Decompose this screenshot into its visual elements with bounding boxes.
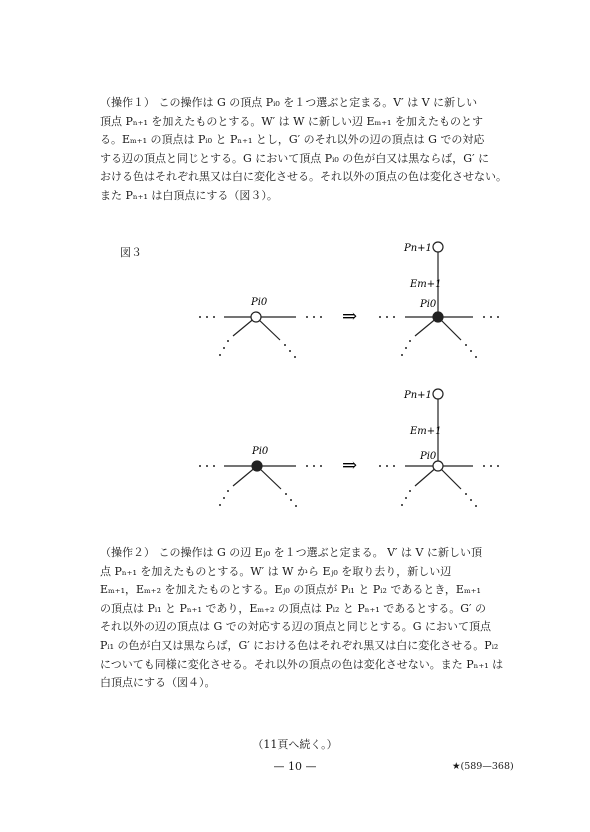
label-p-i0: Pi0 xyxy=(420,451,437,462)
text-line: Pᵢ₁ の色が白又は黒ならば，G′ における色はそれぞれ黒又は白に変化させる。Pᵢ₂ xyxy=(100,638,499,652)
text-line: る。Eₘ₊₁ の頂点は Pᵢ₀ と Pₙ₊₁ とし，G′ のそれ以外の辺の頂点は G での対応 xyxy=(100,133,485,147)
label-p-n1: Pn+1 xyxy=(404,390,432,401)
vertex-white xyxy=(433,461,443,471)
vertex-black xyxy=(252,461,262,471)
label-e-m1: Em+1 xyxy=(410,279,442,290)
text-line: （操作２） この操作は G の辺 Eⱼ₀ を１つ選ぶと定まる。 V′ は V に新しい頂 xyxy=(100,546,482,559)
text-line: それ以外の辺の頂点は G での対応する辺の頂点と同じとする。G において頂点 xyxy=(100,620,492,634)
operation2-text xyxy=(100,544,520,693)
text-line: 点 Pₙ₊₁ を加えたものとする。W′ は W から Eⱼ₀ を取り去り，新しい辺 xyxy=(100,564,452,578)
text-line: おける色はそれぞれ黒又は白に変化させる。それ以外の頂点の色は変化させない。 xyxy=(100,170,507,184)
text-line: の頂点は Pᵢ₁ と Pₙ₊₁ であり，Eₘ₊₂ の頂点は Pᵢ₂ と Pₙ₊₁ であるとする。G′ の xyxy=(100,601,487,615)
arrow-icon: ⇒ xyxy=(342,455,358,476)
label-p-i0: Pi0 xyxy=(420,299,437,310)
dots-left-bottom xyxy=(199,465,322,507)
vertex-white xyxy=(433,389,443,399)
text-line: する辺の頂点と同じとする。G において頂点 Pᵢ₀ の色が白又は黒ならば，G′ に xyxy=(100,151,490,165)
figure3-label: 図３ xyxy=(120,246,142,259)
continuation-note: （11頁へ続く。） xyxy=(252,738,338,751)
vertex-black xyxy=(433,312,443,322)
page-number: — 10 — xyxy=(273,760,317,773)
label-p-i0: Pi0 xyxy=(251,297,268,308)
label-p-n1: Pn+1 xyxy=(404,243,432,254)
label-e-m1: Em+1 xyxy=(410,426,442,437)
document-code: ★(589—368) xyxy=(452,761,514,772)
vertex-white xyxy=(433,242,443,252)
arrow-icon: ⇒ xyxy=(342,306,358,327)
vertex-white xyxy=(251,312,261,322)
text-line: また Pₙ₊₁ は白頂点にする（図３）。 xyxy=(100,188,278,202)
text-line: Eₘ₊₁，Eₘ₊₂ を加えたものとする。Eⱼ₀ の頂点が Pᵢ₁ と Pᵢ₂ であるとき，Eₘ₊₁ xyxy=(100,583,481,597)
label-p-i0: Pi0 xyxy=(252,446,269,457)
text-line: （操作１） この操作は G の頂点 Pᵢ₀ を１つ選ぶと定まる。V′ は V に新しい xyxy=(100,96,478,109)
text-line: についても同様に変化させる。それ以外の頂点の色は変化させない。また Pₙ₊₁ は xyxy=(100,657,504,671)
dots-left xyxy=(199,316,322,358)
text-line: 白頂点にする（図４）。 xyxy=(100,676,216,690)
text-line: 頂点 Pₙ₊₁ を加えたものとする。W′ は W に新しい辺 Eₘ₊₁ を加えたものとす xyxy=(100,114,483,128)
